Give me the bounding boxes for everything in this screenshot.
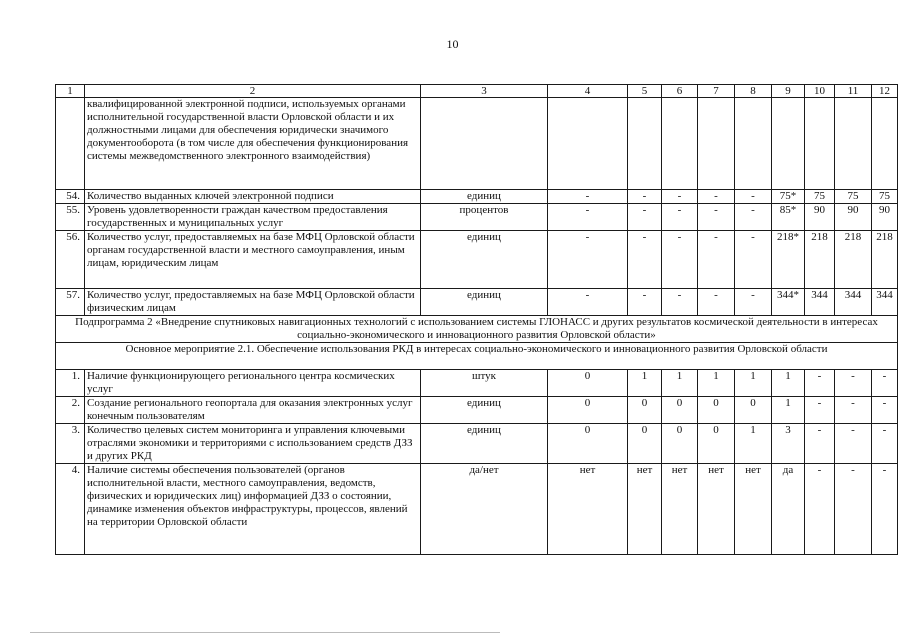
- value-col11: 90: [835, 204, 872, 231]
- value-col8: -: [735, 289, 772, 316]
- value-col9: 3: [772, 424, 805, 464]
- table-row: [56, 98, 898, 190]
- value-col12: -: [872, 397, 898, 424]
- page-number: 10: [446, 37, 459, 51]
- value-col7: -: [698, 289, 735, 316]
- value-col12: -: [872, 464, 898, 555]
- row-number: 56.: [56, 231, 85, 289]
- row-number: 2.: [56, 397, 85, 424]
- value-col4: [548, 98, 628, 190]
- value-col5: нет: [628, 464, 662, 555]
- row-number: 55.: [56, 204, 85, 231]
- value-col8: 1: [735, 370, 772, 397]
- table-row: [56, 231, 898, 289]
- value-col9: 85*: [772, 204, 805, 231]
- value-col5: 1: [628, 370, 662, 397]
- table-row: [56, 397, 898, 424]
- indicators-table: [55, 84, 898, 555]
- value-col12: 90: [872, 204, 898, 231]
- value-col7: -: [698, 190, 735, 204]
- unit: штук: [421, 370, 548, 397]
- col-header-9: 9: [772, 85, 805, 98]
- unit: [421, 98, 548, 190]
- value-col9: 75*: [772, 190, 805, 204]
- value-col6: -: [662, 190, 698, 204]
- value-col10: -: [805, 464, 835, 555]
- indicator-name: Наличие функционирующего регионального центра космических услуг: [85, 370, 421, 397]
- value-col12: 218: [872, 231, 898, 289]
- value-col5: -: [628, 190, 662, 204]
- value-col5: -: [628, 289, 662, 316]
- value-col4: нет: [548, 464, 628, 555]
- value-col5: 0: [628, 397, 662, 424]
- row-number: 3.: [56, 424, 85, 464]
- value-col8: 1: [735, 424, 772, 464]
- value-col6: нет: [662, 464, 698, 555]
- col-header-1: 1: [56, 85, 85, 98]
- row-number: 54.: [56, 190, 85, 204]
- table-row: [56, 204, 898, 231]
- value-col10: -: [805, 397, 835, 424]
- value-col12: [872, 98, 898, 190]
- value-col10: 75: [805, 190, 835, 204]
- value-col4: 0: [548, 370, 628, 397]
- subprogram-title-row: [56, 316, 898, 343]
- value-col7: 1: [698, 370, 735, 397]
- indicator-name: квалифицированной электронной подписи, используемых органами исполнительной государственной власти Орловской области и их должностными лицами для обеспечения юридически значимого документооборота (в том числе для обеспечения функционирования системы межведомственного электронного взаимодействия): [85, 98, 421, 190]
- value-col8: 0: [735, 397, 772, 424]
- value-col10: -: [805, 370, 835, 397]
- table-row: [56, 190, 898, 204]
- value-col7: 0: [698, 424, 735, 464]
- value-col5: [628, 98, 662, 190]
- col-header-7: 7: [698, 85, 735, 98]
- value-col10: -: [805, 424, 835, 464]
- unit: единиц: [421, 424, 548, 464]
- unit: процентов: [421, 204, 548, 231]
- value-col4: -: [548, 204, 628, 231]
- value-col8: -: [735, 190, 772, 204]
- value-col11: [835, 98, 872, 190]
- col-header-10: 10: [805, 85, 835, 98]
- table-row: [56, 424, 898, 464]
- indicator-name: Уровень удовлетворенности граждан качеством предоставления государственных и муниципальных услуг: [85, 204, 421, 231]
- value-col10: 344: [805, 289, 835, 316]
- value-col8: -: [735, 231, 772, 289]
- value-col4: 0: [548, 397, 628, 424]
- value-col12: -: [872, 370, 898, 397]
- value-col9: [772, 98, 805, 190]
- col-header-11: 11: [835, 85, 872, 98]
- indicator-name: Создание регионального геопортала для оказания электронных услуг конечным пользователям: [85, 397, 421, 424]
- value-col4: -: [548, 289, 628, 316]
- value-col9: 1: [772, 397, 805, 424]
- main-activity-title: Основное мероприятие 2.1. Обеспечение использования РКД в интересах социально-экономического и инновационного развития Орловской области: [56, 343, 898, 370]
- indicator-name: Количество выданных ключей электронной подписи: [85, 190, 421, 204]
- value-col5: -: [628, 231, 662, 289]
- table-row: [56, 464, 898, 555]
- value-col4: -: [548, 231, 628, 289]
- main-activity-title-row: [56, 343, 898, 370]
- value-col12: 75: [872, 190, 898, 204]
- value-col11: 218: [835, 231, 872, 289]
- row-number: 4.: [56, 464, 85, 555]
- indicator-name: Количество услуг, предоставляемых на базе МФЦ Орловской области физическим лицам: [85, 289, 421, 316]
- value-col6: -: [662, 231, 698, 289]
- row-number: 57.: [56, 289, 85, 316]
- unit: единиц: [421, 190, 548, 204]
- subprogram-title: Подпрограмма 2 «Внедрение спутниковых навигационных технологий с использованием системы ГЛОНАСС и других результатов космической деятельности в интересах социально-экономического и инновационного развития Орловской области»: [56, 316, 898, 343]
- col-header-6: 6: [662, 85, 698, 98]
- col-header-8: 8: [735, 85, 772, 98]
- row-number: [56, 98, 85, 190]
- value-col8: [735, 98, 772, 190]
- value-col4: 0: [548, 424, 628, 464]
- unit: единиц: [421, 289, 548, 316]
- col-header-5: 5: [628, 85, 662, 98]
- value-col6: 0: [662, 397, 698, 424]
- table-row: [56, 370, 898, 397]
- value-col7: -: [698, 231, 735, 289]
- col-header-3: 3: [421, 85, 548, 98]
- value-col5: -: [628, 204, 662, 231]
- value-col12: -: [872, 424, 898, 464]
- value-col6: 1: [662, 370, 698, 397]
- value-col7: -: [698, 204, 735, 231]
- value-col8: -: [735, 204, 772, 231]
- value-col7: 0: [698, 397, 735, 424]
- table-row: [56, 289, 898, 316]
- col-header-12: 12: [872, 85, 898, 98]
- value-col6: [662, 98, 698, 190]
- value-col11: 344: [835, 289, 872, 316]
- page-edge-line: [30, 632, 500, 633]
- value-col6: -: [662, 204, 698, 231]
- header-row: [56, 85, 898, 98]
- value-col8: нет: [735, 464, 772, 555]
- value-col11: -: [835, 397, 872, 424]
- unit: да/нет: [421, 464, 548, 555]
- value-col6: -: [662, 289, 698, 316]
- value-col12: 344: [872, 289, 898, 316]
- indicator-name: Наличие системы обеспечения пользователей (органов исполнительной власти, местного самоуправления, ведомств, физических и юридических лиц) информацией ДЗЗ о состоянии, динамике изменения объектов инфраструктуры, процессов, явлений на территории Орловской области: [85, 464, 421, 555]
- row-number: 1.: [56, 370, 85, 397]
- col-header-2: 2: [85, 85, 421, 98]
- value-col4: -: [548, 190, 628, 204]
- value-col10: 90: [805, 204, 835, 231]
- value-col6: 0: [662, 424, 698, 464]
- col-header-4: 4: [548, 85, 628, 98]
- value-col10: 218: [805, 231, 835, 289]
- indicator-name: Количество целевых систем мониторинга и управления ключевыми отраслями экономики и территориями с использованием средств ДЗЗ и других РКД: [85, 424, 421, 464]
- value-col11: -: [835, 464, 872, 555]
- value-col10: [805, 98, 835, 190]
- value-col11: -: [835, 424, 872, 464]
- value-col9: да: [772, 464, 805, 555]
- value-col9: 218*: [772, 231, 805, 289]
- value-col9: 344*: [772, 289, 805, 316]
- value-col11: -: [835, 370, 872, 397]
- value-col11: 75: [835, 190, 872, 204]
- indicator-name: Количество услуг, предоставляемых на базе МФЦ Орловской области органам государственной власти и местного самоуправления, иным лицам, юридическим лицам: [85, 231, 421, 289]
- value-col7: нет: [698, 464, 735, 555]
- unit: единиц: [421, 231, 548, 289]
- value-col5: 0: [628, 424, 662, 464]
- value-col9: 1: [772, 370, 805, 397]
- unit: единиц: [421, 397, 548, 424]
- value-col7: [698, 98, 735, 190]
